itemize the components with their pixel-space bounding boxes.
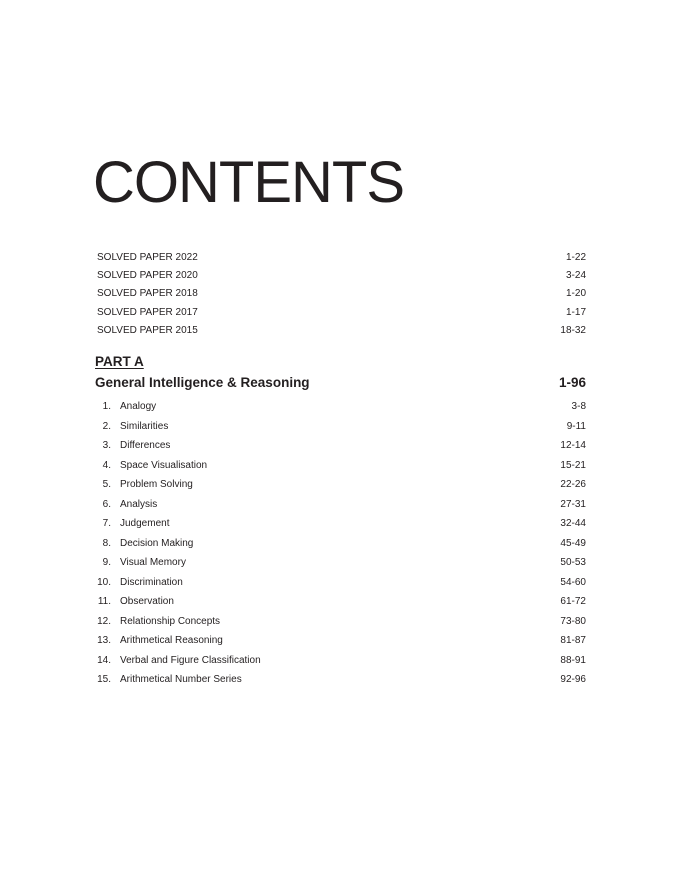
chapter-number: 15.	[97, 674, 111, 685]
section-title: General Intelligence & Reasoning	[95, 375, 310, 390]
section-pages: 1-96	[558, 375, 586, 390]
chapter-row[interactable]	[95, 553, 586, 573]
solved-paper-row[interactable]	[97, 322, 586, 340]
solved-paper-pages: 1-17	[565, 306, 586, 318]
chapter-name: Discrimination	[120, 576, 183, 588]
chapter-number: 12.	[97, 615, 111, 627]
chapter-name: Similarities	[120, 420, 169, 432]
chapter-list	[95, 397, 586, 690]
solved-paper-label: SOLVED PAPER 2015	[97, 324, 198, 336]
chapter-number: 7.	[102, 518, 111, 529]
chapter-row[interactable]	[95, 573, 586, 593]
chapter-number: 5.	[102, 479, 111, 490]
chapter-name: Arithmetical Number Series	[120, 674, 242, 685]
chapter-name: Judgement	[120, 518, 170, 529]
chapter-number: 8.	[102, 537, 111, 549]
page-title: CONTENTS	[93, 150, 404, 215]
chapter-pages: 12-14	[560, 440, 586, 451]
chapter-pages: 61-72	[560, 596, 586, 607]
chapter-name: Analogy	[120, 401, 157, 412]
chapter-name: Decision Making	[120, 537, 194, 549]
chapter-name: Analysis	[120, 498, 158, 510]
solved-paper-pages: 1-22	[565, 252, 586, 263]
chapter-number: 2.	[102, 420, 111, 432]
chapter-number: 11.	[97, 596, 111, 607]
chapter-row[interactable]	[95, 436, 586, 456]
chapter-row[interactable]	[95, 612, 586, 632]
chapter-row[interactable]	[95, 417, 586, 437]
chapter-pages: 81-87	[560, 635, 586, 646]
chapter-row[interactable]	[95, 534, 586, 554]
chapter-pages: 3-8	[571, 401, 586, 412]
chapter-number: 4.	[102, 459, 111, 471]
chapter-pages: 92-96	[560, 674, 586, 685]
solved-paper-row[interactable]	[97, 267, 586, 285]
solved-paper-pages: 18-32	[560, 324, 586, 336]
chapter-row[interactable]	[95, 456, 586, 476]
chapter-pages: 73-80	[560, 615, 586, 627]
solved-paper-pages: 3-24	[565, 270, 586, 282]
solved-paper-label: SOLVED PAPER 2022	[97, 252, 198, 263]
solved-paper-pages: 1-20	[565, 288, 586, 300]
solved-papers-list	[97, 249, 586, 340]
chapter-row[interactable]	[95, 514, 586, 534]
chapter-pages: 54-60	[560, 576, 586, 588]
chapter-number: 9.	[102, 557, 111, 568]
chapter-number: 3.	[102, 440, 111, 451]
chapter-pages: 9-11	[566, 420, 586, 432]
chapter-number: 6.	[102, 498, 111, 510]
chapter-name: Differences	[120, 440, 171, 451]
chapter-row[interactable]	[95, 670, 586, 690]
chapter-number: 13.	[97, 635, 111, 646]
solved-paper-row[interactable]	[97, 304, 586, 322]
section-heading[interactable]	[95, 374, 586, 392]
chapter-row[interactable]	[95, 592, 586, 612]
chapter-row[interactable]	[95, 495, 586, 515]
solved-paper-row[interactable]	[97, 249, 586, 267]
chapter-name: Verbal and Figure Classification	[120, 654, 261, 666]
chapter-pages: 50-53	[560, 557, 586, 568]
solved-paper-row[interactable]	[97, 285, 586, 303]
solved-paper-label: SOLVED PAPER 2018	[97, 288, 198, 300]
chapter-pages: 45-49	[560, 537, 586, 549]
part-heading: PART A	[95, 354, 144, 369]
chapter-name: Observation	[120, 596, 174, 607]
chapter-row[interactable]	[95, 475, 586, 495]
chapter-row[interactable]	[95, 631, 586, 651]
chapter-name: Problem Solving	[120, 479, 193, 490]
chapter-number: 14.	[97, 654, 111, 666]
chapter-name: Relationship Concepts	[120, 615, 221, 627]
chapter-row[interactable]	[95, 651, 586, 671]
solved-paper-label: SOLVED PAPER 2020	[97, 270, 198, 282]
chapter-number: 10.	[97, 576, 111, 588]
chapter-pages: 22-26	[560, 479, 586, 490]
chapter-row[interactable]	[95, 397, 586, 417]
chapter-name: Arithmetical Reasoning	[120, 635, 223, 646]
solved-paper-label: SOLVED PAPER 2017	[97, 306, 198, 318]
chapter-pages: 88-91	[560, 654, 586, 666]
chapter-name: Space Visualisation	[120, 459, 208, 471]
chapter-pages: 32-44	[560, 518, 586, 529]
chapter-pages: 15-21	[560, 459, 586, 471]
chapter-pages: 27-31	[560, 498, 586, 510]
chapter-number: 1.	[102, 401, 111, 412]
chapter-name: Visual Memory	[120, 557, 186, 568]
